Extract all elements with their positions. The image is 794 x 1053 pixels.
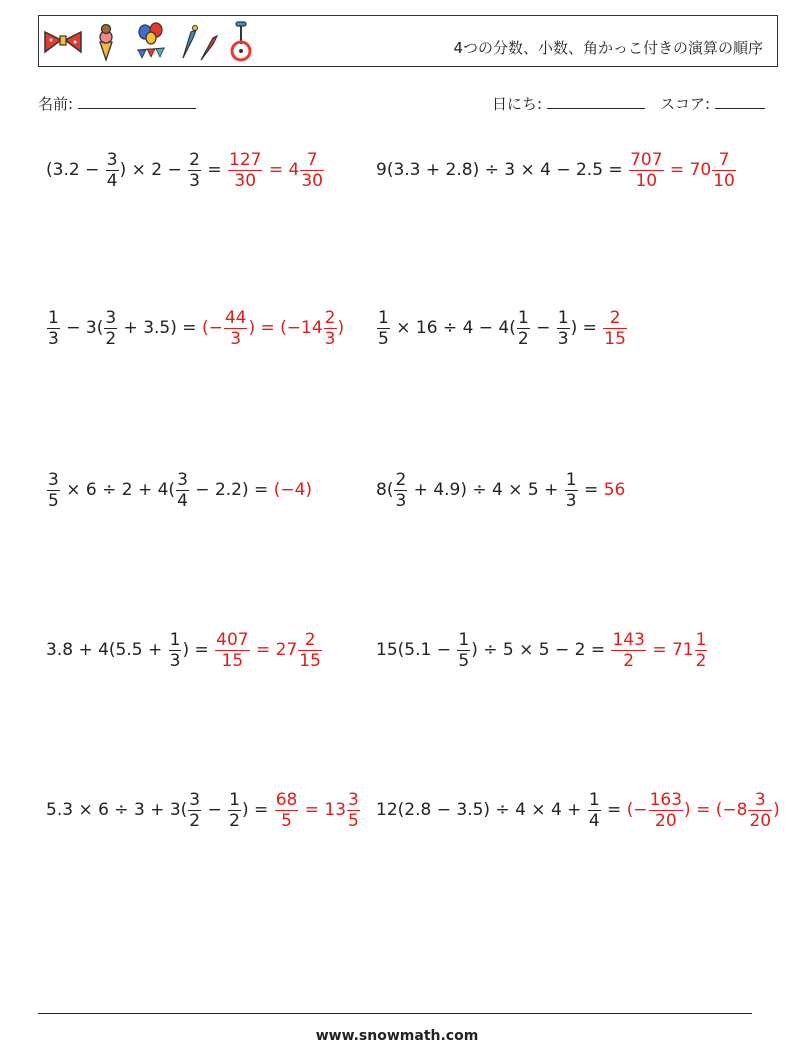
denominator: 2 [189, 810, 201, 831]
date-field [492, 93, 645, 114]
expression-text: 8( [376, 480, 394, 500]
numerator: 1 [458, 629, 470, 650]
denominator: 5 [48, 490, 59, 511]
answer-fraction [712, 150, 736, 191]
numerator: 127 [229, 149, 262, 170]
numerator: 3 [106, 149, 118, 170]
answer-fraction [629, 150, 663, 191]
fraction [47, 470, 60, 511]
answer-text: ) [337, 318, 345, 338]
denominator: 2 [229, 810, 240, 831]
expression-text: = [201, 160, 228, 180]
numerator: 2 [189, 149, 200, 170]
denominator: 2 [517, 328, 529, 349]
denominator: 5 [378, 328, 389, 349]
fraction [47, 308, 60, 349]
denominator: 2 [623, 650, 635, 671]
numerator: 143 [612, 629, 645, 650]
answer-text: ) [773, 800, 780, 820]
expression-text: = [601, 800, 627, 820]
fraction [557, 308, 570, 349]
expression-text: ) = [182, 640, 215, 660]
name-blank[interactable] [78, 94, 196, 109]
header-icons [41, 18, 271, 64]
answer-text: ) = (−14 [248, 318, 323, 338]
fraction [228, 790, 241, 831]
numerator: 3 [348, 789, 359, 810]
fraction [394, 470, 407, 511]
numerator: 44 [224, 307, 247, 328]
answer-text: = 27 [250, 640, 298, 660]
denominator: 2 [695, 650, 707, 671]
expression-text: = [578, 480, 604, 500]
numerator: 2 [324, 307, 336, 328]
expression-text: − 2.2) = [189, 480, 274, 500]
expression-text: ) × 2 − [119, 160, 188, 180]
date-label: 日にち: [492, 95, 543, 113]
numerator: 7 [306, 149, 318, 170]
problem-6 [376, 462, 625, 518]
footer-url[interactable]: www.snowmath.com [315, 1028, 479, 1044]
answer-fraction [611, 630, 645, 671]
denominator: 3 [565, 490, 577, 511]
expression-text: ) = [570, 318, 603, 338]
answer-fraction [300, 150, 324, 191]
answer-text: = 13 [299, 800, 347, 820]
numerator: 3 [105, 307, 117, 328]
expression-text: 12(2.8 − 3.5) ÷ 4 × 4 + [376, 800, 587, 820]
expression-text: − [530, 318, 556, 338]
denominator: 10 [635, 170, 658, 191]
denominator: 15 [221, 650, 244, 671]
numerator: 3 [754, 789, 766, 810]
date-blank[interactable] [547, 94, 645, 109]
answer-fraction [649, 790, 683, 831]
unicycle-icon [232, 22, 250, 60]
expression-text: ) = [242, 800, 274, 820]
fraction [176, 470, 189, 511]
expression-text: × 16 ÷ 4 − 4( [390, 318, 516, 338]
name-label: 名前: [38, 95, 74, 113]
bowtie-icon [45, 32, 81, 52]
numerator: 1 [48, 307, 59, 328]
expression-text: (3.2 − [46, 160, 105, 180]
problem-5 [46, 462, 312, 518]
denominator: 3 [169, 650, 181, 671]
answer-text: (− [626, 800, 648, 820]
fraction [588, 790, 601, 831]
answer-fraction [347, 790, 360, 831]
answer-text: = 71 [646, 640, 694, 660]
fraction [377, 308, 390, 349]
problem-2 [376, 142, 737, 198]
denominator: 2 [105, 328, 117, 349]
denominator: 3 [230, 328, 242, 349]
denominator: 3 [395, 490, 407, 511]
answer-fraction [603, 308, 627, 349]
answer-fraction [275, 790, 299, 831]
answer-text: (− [201, 318, 223, 338]
denominator: 15 [604, 328, 626, 349]
answer-text: ) = (−8 [684, 800, 748, 820]
denominator: 5 [281, 810, 292, 831]
expression-text: − 3( [60, 318, 104, 338]
answer-fraction [228, 150, 262, 191]
denominator: 20 [749, 810, 772, 831]
numerator: 1 [557, 307, 569, 328]
answer-text: = 70 [664, 160, 712, 180]
numerator: 1 [588, 789, 600, 810]
fraction [106, 150, 119, 191]
answer-text: 56 [603, 480, 626, 500]
footer-divider [38, 1013, 752, 1014]
denominator: 15 [299, 650, 321, 671]
denominator: 3 [48, 328, 59, 349]
expression-text: 3.8 + 4(5.5 + [46, 640, 168, 660]
fraction [517, 308, 530, 349]
numerator: 407 [216, 629, 249, 650]
fraction [169, 630, 182, 671]
page-title: 4つの分数、小数、角かっこ付きの演算の順序 [453, 39, 763, 57]
fraction [104, 308, 117, 349]
answer-text: (−4) [273, 480, 313, 500]
expression-text: 5.3 × 6 ÷ 3 + 3( [46, 800, 188, 820]
denominator: 4 [106, 170, 118, 191]
answer-text: = 4 [263, 160, 300, 180]
denominator: 10 [713, 170, 735, 191]
header-box [38, 15, 778, 67]
numerator: 163 [649, 789, 683, 810]
problem-7 [46, 622, 323, 678]
numerator: 1 [695, 629, 707, 650]
numerator: 707 [630, 149, 663, 170]
expression-text: − [202, 800, 228, 820]
denominator: 20 [655, 810, 677, 831]
juggling-clubs-icon [183, 26, 217, 61]
problem-1 [46, 142, 325, 198]
numerator: 7 [718, 149, 730, 170]
denominator: 30 [301, 170, 323, 191]
answer-fraction [324, 308, 337, 349]
fraction [457, 630, 470, 671]
denominator: 3 [557, 328, 569, 349]
expression-text: ) ÷ 5 × 5 − 2 = [471, 640, 611, 660]
numerator: 2 [609, 307, 621, 328]
numerator: 68 [275, 789, 298, 810]
numerator: 1 [565, 469, 577, 490]
numerator: 3 [177, 469, 188, 490]
expression-text: 9(3.3 + 2.8) ÷ 3 × 4 − 2.5 = [376, 160, 629, 180]
numerator: 3 [48, 469, 59, 490]
ice-cream-icon [100, 25, 112, 61]
answer-fraction [224, 308, 248, 349]
problem-8 [376, 622, 708, 678]
fraction [188, 790, 201, 831]
answer-fraction [298, 630, 322, 671]
numerator: 1 [169, 629, 181, 650]
denominator: 4 [588, 810, 600, 831]
denominator: 30 [234, 170, 257, 191]
answer-fraction [695, 630, 708, 671]
numerator: 3 [189, 789, 201, 810]
denominator: 3 [324, 328, 336, 349]
denominator: 5 [458, 650, 470, 671]
problem-3 [46, 300, 344, 356]
fraction [565, 470, 578, 511]
answer-fraction [215, 630, 249, 671]
name-field [38, 93, 196, 114]
expression-text: 15(5.1 − [376, 640, 457, 660]
score-label: スコア: [660, 95, 711, 113]
balloons-icon [137, 23, 165, 58]
answer-fraction [748, 790, 772, 831]
problem-9 [46, 782, 361, 838]
problem-4 [376, 300, 628, 356]
numerator: 2 [304, 629, 316, 650]
numerator: 1 [378, 307, 389, 328]
numerator: 1 [229, 789, 240, 810]
numerator: 2 [395, 469, 407, 490]
score-blank[interactable] [715, 94, 765, 109]
denominator: 4 [177, 490, 188, 511]
expression-text: + 4.9) ÷ 4 × 5 + [408, 480, 564, 500]
expression-text: + 3.5) = [118, 318, 202, 338]
denominator: 3 [189, 170, 200, 191]
numerator: 1 [517, 307, 529, 328]
problem-10 [376, 782, 780, 838]
score-field [660, 93, 765, 114]
denominator: 5 [348, 810, 359, 831]
fraction [188, 150, 201, 191]
expression-text: × 6 ÷ 2 + 4( [60, 480, 176, 500]
